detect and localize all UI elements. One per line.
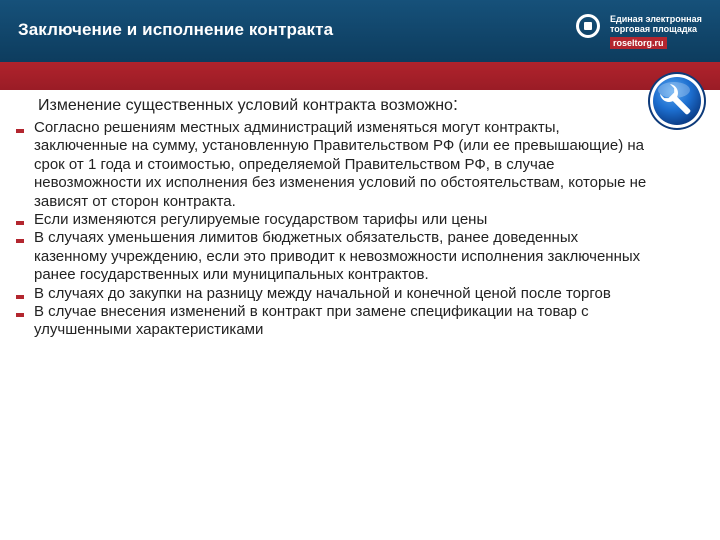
condition-list (14, 119, 654, 340)
list-item (14, 303, 654, 340)
slide-content (14, 93, 654, 340)
list-item (14, 285, 654, 303)
wrench-icon (646, 70, 708, 132)
accent-band (0, 62, 720, 90)
roseltorg-logo (572, 8, 712, 56)
heading-text: Изменение существенных условий контракта возможно (38, 97, 453, 114)
slide-title: Заключение и исполнение контракта (18, 20, 334, 39)
list-item-text: В случае внесения изменений в контракт при замене спецификации на товар с улучшенными характеристиками (34, 303, 589, 339)
list-item-text: В случаях уменьшения лимитов бюджетных обязательств, ранее доведенных казенному учреждению, если это приводит к невозможности исполнения заключенных ранее государственных или муниципальных контрактов. (34, 229, 641, 284)
logo-line-1: Единая электронная (610, 14, 702, 24)
logo-mark-icon (576, 14, 600, 38)
content-heading (38, 93, 654, 117)
bullet-icon (16, 221, 24, 225)
header-bar (0, 0, 720, 62)
list-item-text: Если изменяются регулируемые государством тарифы или цены (34, 211, 488, 229)
wrench-button[interactable] (646, 70, 708, 132)
bullet-icon (16, 313, 24, 317)
heading-colon: : (452, 94, 458, 114)
logo-url: roseltorg.ru (610, 37, 667, 49)
logo-line-2: торговая площадка (610, 24, 698, 34)
list-item (14, 229, 654, 284)
list-item-text: В случаях до закупки на разницу между начальной и конечной ценой после торгов (34, 284, 611, 302)
list-item (14, 211, 654, 229)
bullet-icon (16, 129, 24, 133)
list-item-text: Согласно решениям местных администраций изменяться могут контракты, заключенные на сумму, установленную Правительством РФ (или ее превышающие) на срок от 1 года и стоимостью, определяемой Правительством РФ, в случае невозможности их исполнения без изменения условий по обстоятельствам, которые не зависят от сторон контракта. (34, 119, 647, 210)
list-item (14, 119, 654, 211)
bullet-icon (16, 239, 24, 243)
bullet-icon (16, 295, 24, 299)
